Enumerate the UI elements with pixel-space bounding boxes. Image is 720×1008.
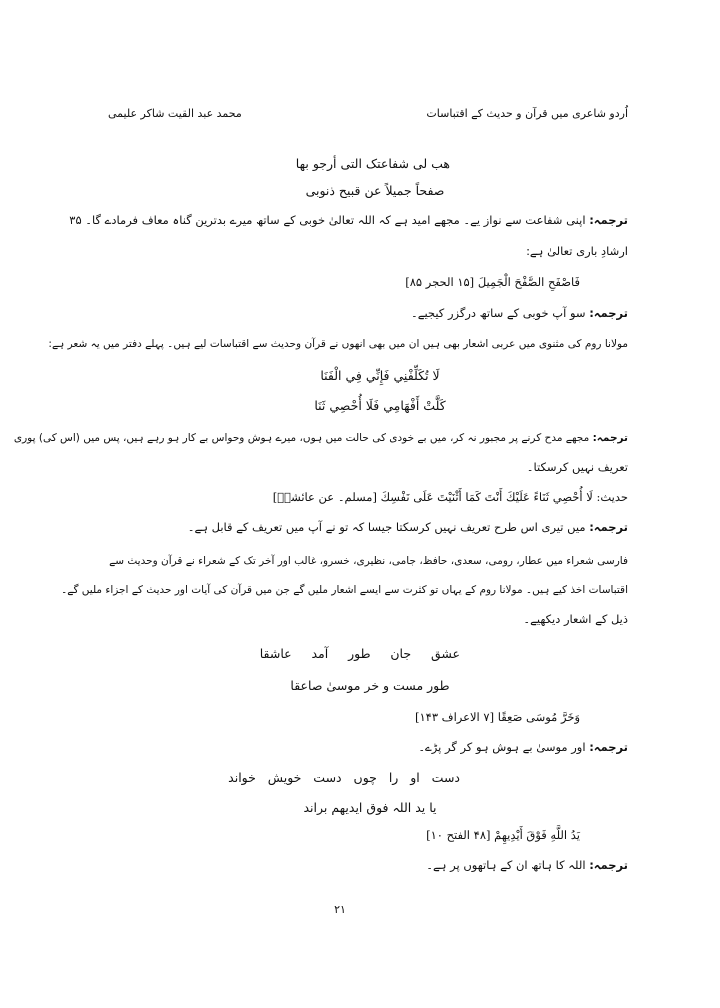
- translation-paragraph: [418, 742, 628, 754]
- running-title: اُردو شاعری میں قرآن و حدیث کے اقتباسات: [426, 107, 628, 120]
- quran-quote: وَخَرَّ مُوسَى صَعِقًا [۷ الاعراف ۱۴۳]: [414, 710, 580, 724]
- translation-paragraph: [69, 215, 628, 227]
- running-author: محمد عبد القیت شاکر علیمی: [108, 107, 242, 120]
- translation-text: سو آپ خوبی کے ساتھ درگزر کیجیے۔: [410, 306, 586, 320]
- verse-line: یا ید اللہ فوق ایدیھم براند: [303, 800, 437, 815]
- quran-quote: يَدُ اللَّهِ فَوْقَ أَيْدِيهِمْ [۴۸ الفتح ۱۰]: [426, 828, 580, 842]
- page-number: ۲۱: [334, 903, 346, 916]
- translation-label: ترجمہ:: [589, 213, 628, 227]
- translation-text: اور موسیٰ بے ہوش ہو کر گر پڑے۔: [418, 740, 586, 754]
- verse-line: دست او را چوں دست خویش خواند: [228, 770, 460, 785]
- translation-label: ترجمہ:: [589, 306, 628, 320]
- translation-paragraph: [426, 860, 628, 872]
- verse-line: طور مست و خر موسیٰ صاعقا: [290, 678, 450, 693]
- translation-label: ترجمہ:: [589, 740, 628, 754]
- verse-line: ھب لی شفاعتک التی أرجو بھا: [295, 156, 450, 171]
- translation-paragraph: [188, 522, 628, 534]
- verse-line: صفحاً جمیلاً عن قبیح ذنوبی: [305, 183, 445, 198]
- body-text: ذیل کے اشعار دیکھیے۔: [523, 612, 628, 626]
- verse-line: لَا تُكَلِّفْنِي فَإِنِّي فِي الْفَنَا: [320, 368, 440, 383]
- body-text: فارسی شعراء میں عطار، رومی، سعدی، حافظ، جامی، نظیری، خسرو، غالب اور آخر تک کے شعراء نے قرآن وحدیث سے: [109, 555, 628, 567]
- quran-quote: فَاصْفَحِ الصَّفْحَ الْجَمِيلَ [۱۵ الحجر ۸۵]: [405, 275, 580, 289]
- body-text: مولانا روم کی مثنوی میں عربی اشعار بھی ہیں ان میں بھی انھوں نے قرآن وحدیث سے اقتباسات لیے ہیں۔ پہلے دفتر میں یہ شعر ہے:: [48, 338, 628, 350]
- body-text: ارشادِ باری تعالیٰ ہے:: [526, 244, 628, 258]
- translation-text: اللہ کا ہاتھ ان کے ہاتھوں پر ہے۔: [426, 858, 586, 872]
- translation-text: مجھے مدح کرنے پر مجبور نہ کر، میں بے خودی کی حالت میں ہوں، میرے ہوش وحواس بے کار ہو رہے ہیں، پس میں (اس کی) پوری: [13, 432, 590, 444]
- translation-text: میں تیری اس طرح تعریف نہیں کرسکتا جیسا کہ تو نے آپ میں تعریف کے قابل ہے۔: [187, 520, 586, 534]
- translation-label: ترجمہ:: [589, 858, 628, 872]
- verse-line: عشق جان طور آمد عاشقا: [259, 646, 460, 661]
- verse-line: كَلَّتْ أَفْهَامِي فَلَا أُحْصِي ثَنَا: [314, 398, 446, 413]
- translation-label: ترجمہ:: [592, 432, 628, 444]
- translation-label: ترجمہ:: [589, 520, 628, 534]
- translation-paragraph: [411, 308, 628, 320]
- translation-continuation: تعریف نہیں کرسکتا۔: [526, 460, 628, 474]
- hadith-quote: حدیث: لَا أُحْصِي ثَنَاءً عَلَيْكَ أَنْتَ كَمَا أَثْنَيْتَ عَلَى نَفْسِكَ [مسلم۔ عن عائشہؓ]: [272, 490, 628, 504]
- translation-text: اپنی شفاعت سے نواز یے۔ مجھے امید ہے کہ اللہ تعالیٰ خوبی کے ساتھ میرے بدترین گناہ معاف فرمادے گا۔ ۳۵: [69, 213, 586, 227]
- translation-paragraph: [14, 433, 628, 444]
- body-text: اقتباسات اخذ کیے ہیں۔ مولانا روم کے یہاں تو کثرت سے ایسے اشعار ملیں گے جن میں قرآن کی آیات اور حدیث کے اجزاء ملیں گے۔: [61, 584, 628, 596]
